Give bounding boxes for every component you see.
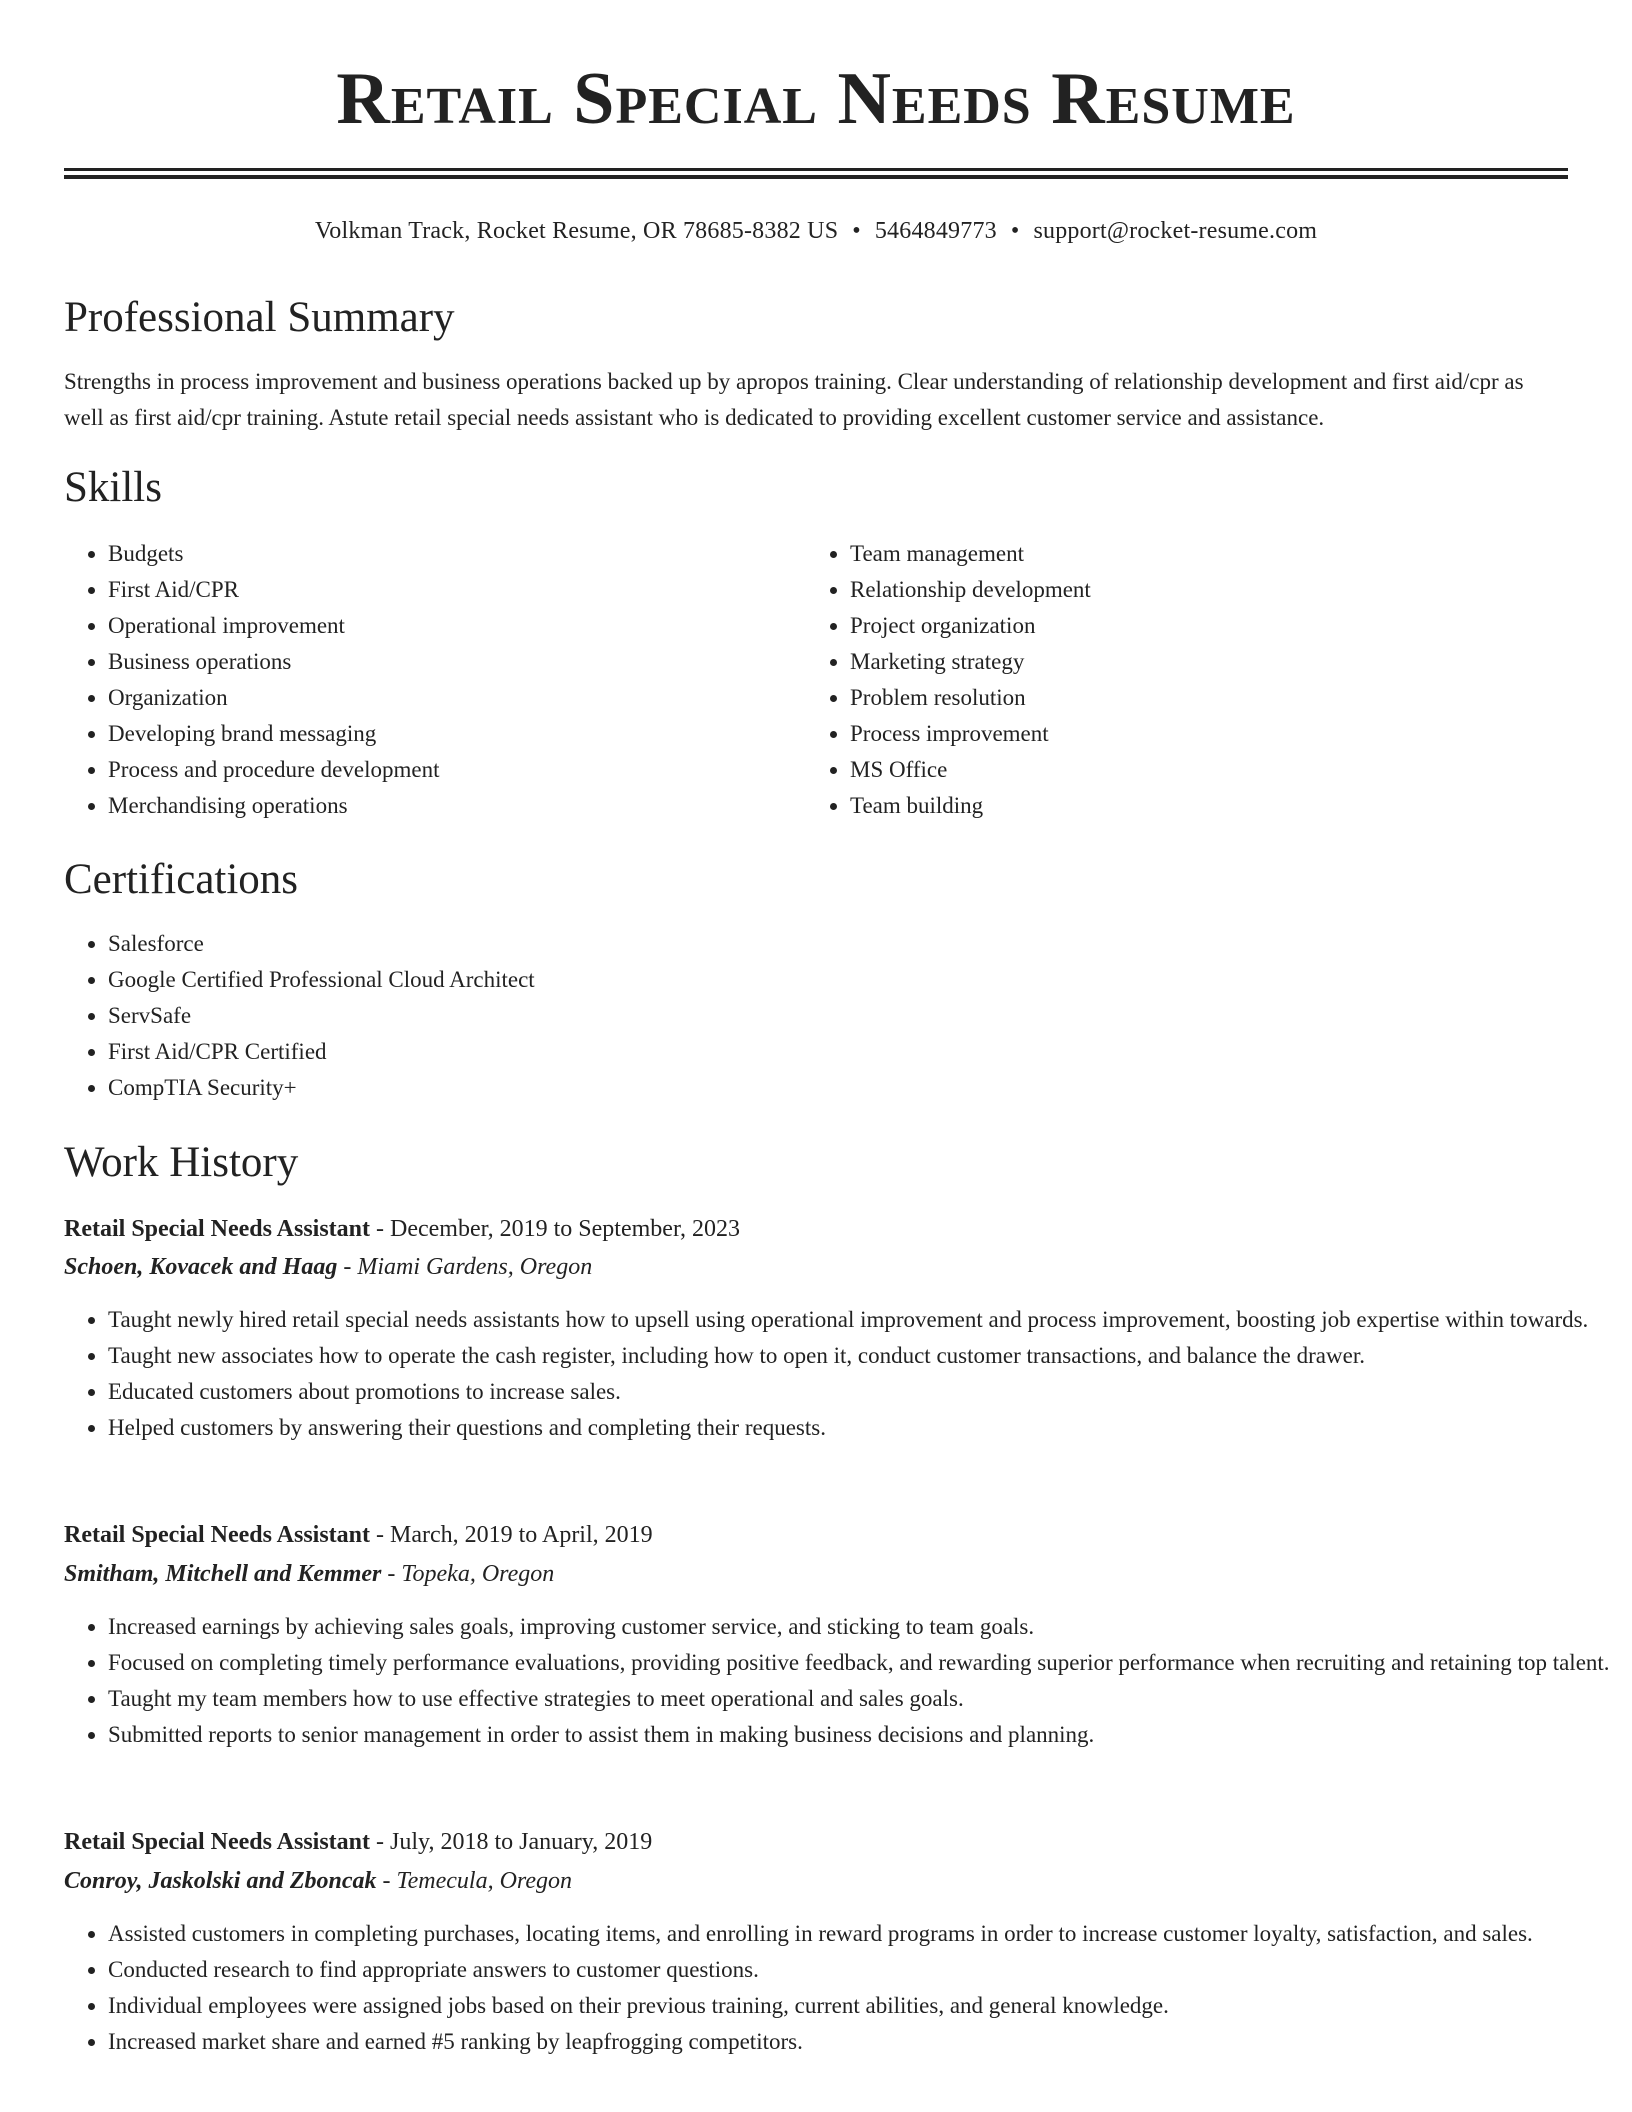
contact-separator: • — [852, 218, 861, 244]
skill-item: • Team management — [850, 536, 1550, 572]
contact-line — [0, 214, 1632, 248]
skill-item: • Merchandising operations — [108, 788, 788, 824]
job-company-line — [64, 1555, 554, 1593]
summary-text: Strengths in process improvement and business operations backed up by apropos training. Clear understanding of relationship development and first aid/cpr as well as first aid/cpr training. Astute retail special needs assistant who is dedicated to providing excellent customer service and assistance. — [64, 369, 1524, 430]
contact-email: support@rocket-resume.com — [1033, 218, 1318, 244]
job-company-line — [64, 1862, 572, 1900]
skill-item: • Process and procedure development — [108, 752, 788, 788]
title-rule-bottom — [64, 175, 1568, 179]
job-bullet: • Individual employees were assigned jobs based on their previous training, current abilities, and general knowledge. — [108, 1988, 1618, 2024]
skills-list-right — [806, 536, 1550, 824]
job-location: Topeka, Oregon — [401, 1561, 555, 1587]
contact-phone: 5464849773 — [874, 218, 997, 244]
contact-separator: • — [1010, 218, 1020, 244]
job-company-line — [64, 1248, 592, 1286]
resume-title: Retail Special Needs Resume — [336, 58, 1296, 140]
job-bullet: • Increased market share and earned #5 ranking by leapfrogging competitors. — [108, 2024, 1618, 2060]
skill-item: • First Aid/CPR — [108, 572, 788, 608]
job-bullets — [64, 1916, 1618, 2060]
certifications-heading: Certifications — [64, 856, 299, 903]
job-bullet: • Submitted reports to senior management in order to assist them in making business decisions and planning. — [108, 1717, 1618, 1753]
job-bullet: • Conducted research to find appropriate answers to customer questions. — [108, 1952, 1618, 1988]
job-company: Smitham, Mitchell and Kemmer — [64, 1561, 382, 1587]
job-dash: - — [376, 1868, 397, 1894]
job-dash: - — [381, 1561, 402, 1587]
skill-item: • Developing brand messaging — [108, 716, 788, 752]
job-title: Retail Special Needs Assistant — [64, 1522, 370, 1548]
job-bullet: • Helped customers by answering their questions and completing their requests. — [108, 1410, 1618, 1446]
summary-heading: Professional Summary — [64, 294, 455, 341]
skills-list-left — [64, 536, 788, 824]
job-bullet: • Educated customers about promotions to increase sales. — [108, 1374, 1618, 1410]
job-title: Retail Special Needs Assistant — [64, 1216, 370, 1242]
skill-item: • MS Office — [850, 752, 1550, 788]
title-rule-top — [64, 168, 1568, 171]
skill-item: • Process improvement — [850, 716, 1550, 752]
skill-item: • Organization — [108, 680, 788, 716]
contact-address: Volkman Track, Rocket Resume, OR 78685-8382 US — [314, 218, 839, 244]
certification-item: • ServSafe — [108, 998, 1548, 1034]
certification-item: • First Aid/CPR Certified — [108, 1034, 1548, 1070]
skill-item: • Relationship development — [850, 572, 1550, 608]
work-history-heading: Work History — [64, 1139, 299, 1186]
skills-heading: Skills — [64, 464, 162, 511]
certification-item: • Google Certified Professional Cloud Architect — [108, 962, 1548, 998]
job-location: Miami Gardens, Oregon — [357, 1254, 593, 1280]
job-title: Retail Special Needs Assistant — [64, 1829, 370, 1855]
job-dash: - — [370, 1522, 390, 1548]
job-bullet: • Assisted customers in completing purchases, locating items, and enrolling in reward programs in order to increase customer loyalty, satisfaction, and sales. — [108, 1916, 1618, 1952]
certification-item: • CompTIA Security+ — [108, 1070, 1548, 1106]
job-dash: - — [337, 1254, 358, 1280]
skill-item: • Budgets — [108, 536, 788, 572]
job-dash: - — [370, 1216, 390, 1242]
job-title-line — [64, 1823, 652, 1861]
job-bullet: • Increased earnings by achieving sales goals, improving customer service, and sticking to team goals. — [108, 1609, 1618, 1645]
job-bullet: • Taught my team members how to use effective strategies to meet operational and sales goals. — [108, 1681, 1618, 1717]
job-bullet: • Taught new associates how to operate the cash register, including how to open it, conduct customer transactions, and balance the drawer. — [108, 1338, 1618, 1374]
job-bullet: • Focused on completing timely performance evaluations, providing positive feedback, and rewarding superior performance when recruiting and retaining top talent. — [108, 1645, 1618, 1681]
job-title-line — [64, 1516, 653, 1554]
job-bullet: • Taught newly hired retail special needs assistants how to upsell using operational improvement and process improvement, boosting job expertise within towards. — [108, 1302, 1618, 1338]
skill-item: • Business operations — [108, 644, 788, 680]
skill-item: • Team building — [850, 788, 1550, 824]
job-bullets — [64, 1609, 1618, 1753]
job-dates: July, 2018 to January, 2019 — [390, 1829, 653, 1855]
skill-item: • Operational improvement — [108, 608, 788, 644]
certifications-list — [64, 926, 1548, 1106]
certification-item: • Salesforce — [108, 926, 1548, 962]
job-company: Conroy, Jaskolski and Zboncak — [64, 1868, 377, 1894]
skill-item: • Marketing strategy — [850, 644, 1550, 680]
skill-item: • Project organization — [850, 608, 1550, 644]
job-bullets — [64, 1302, 1618, 1446]
job-location: Temecula, Oregon — [396, 1868, 573, 1894]
job-dash: - — [370, 1829, 390, 1855]
skill-item: • Problem resolution — [850, 680, 1550, 716]
job-company: Schoen, Kovacek and Haag — [64, 1254, 338, 1280]
job-dates: December, 2019 to September, 2023 — [390, 1216, 740, 1242]
job-title-line — [64, 1210, 740, 1248]
job-dates: March, 2019 to April, 2019 — [390, 1522, 653, 1548]
